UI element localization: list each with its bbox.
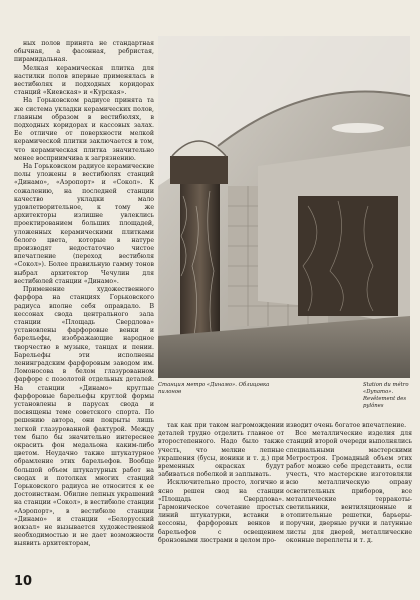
station-photo xyxy=(158,36,410,378)
paragraph: Применение художественного фарфора на станциях Горьковского радиуса вполне себя оправдало. В кессонах свода центрального зала станции «Площадь Свердлова» установлены фарфоровые венки и барельефы, изображающие народное творчество в музыке, танцах и пении. Барельефы эти исполнены ленинградским фарфоровым заводом им. Ломоносова в белом глазурованном фарфоре с позолотой отдельных деталей. На станции «Динамо» круглые фарфоровые барельефы круглой формы установлены в парусах свода и посвящены теме советского спорта. По решению автора, они покрыты лишь легкой глазурованной фактурой. Между тем было бы значительно интереснее окрасить фон медальона каким-либо цветом. Неудачно также штукатурное обрамление этих барельефов. Вообще большой объем штукатурных работ на сводах и потолках многих станций Горьковского радиуса не относится к ее достоинствам. Обилие лепных украшений на станции «Сокол», в вестибюле станции «Аэропорт», в вестибюле станции «Динамо» и станции «Белорусский вокзал» не вызывается художественной необходимостью и не дает возможности выявить архитекторам, xyxy=(14,286,154,548)
paragraph: так как при таком нагромождении деталей трудно отделить главное от второстепенного. Надо было также учесть, что мелкие лепные украшения (бусы, ионики и т. д.) при временных окрасках будут забиваться побелкой и заплывать. xyxy=(158,422,284,479)
paragraph: Исключительно просто, логично и ясно решен свод на станции «Площадь Свердлова». Гармоническое сочетание простых линий штукатурки, вставки в кессоны, фарфоровых венков и барельефов с освещением бронзовыми люстрами в целом про- xyxy=(158,479,284,544)
photo-illustration xyxy=(158,36,410,378)
paragraph: ных полов принята не стандартная обычная, а фасонная, ребристая, пирамидальная. xyxy=(14,40,154,64)
middle-text-column xyxy=(158,422,284,584)
caption-russian: Станция метро «Динамо». Облицовка пилонов xyxy=(158,382,270,395)
paragraph: На Горьковском радиусе принята та же система укладки керамических полов, главным образом в вестибюлях, в подходных коридорах и кассовых залах. Ее отличие от поверхности мелкой керамической плитки заключается в том, что керамическая плитка значительно менее восприимчива к загрязнению. xyxy=(14,97,154,162)
paragraph: На Горьковском радиусе керамические полы уложены в вестибюлях станций «Динамо», «Аэропорт» и «Сокол». К сожалению, на последней станции качество укладки мало удовлетворительное, к тому же архитекторы излишне увлеклись проектированием больших площадей, уложенных керамическими плитками белого цвета, которые в натуре производят недостаточно чистое впечатление (переход вестибюля «Сокол»). Более правильную гамму тонов выбрал архитектор Чечулин для вестибюлей станции «Динамо». xyxy=(14,163,154,285)
paragraph: изводит очень богатое впечатление. xyxy=(286,422,407,429)
caption-french: Station du métro «Dynamo». Revêtement des pylônes xyxy=(363,382,409,409)
right-text-column xyxy=(286,422,412,584)
paragraph: Мелкая керамическая плитка для настилки полов впервые применялась в вестибюлях и подходных коридорах станций «Киевская» и «Курская». xyxy=(14,64,154,97)
photo-captions xyxy=(158,380,410,410)
left-text-column xyxy=(14,40,154,552)
paragraph: Все металлические изделия для станций второй очереди выполнялись специальными мастерскими Метростроя. Громадный объем этих работ можно себе представить, если учесть, что мастерские изготовляли всю металлическую оправу осветительных приборов, все металлические терракоты-светильники, вентиляционные и отопительные решетки, барьеры-поручни, дверные ручки и латунные листы для дверей, металлические оконные переплеты и т. д. xyxy=(286,430,412,544)
page-number: 10 xyxy=(14,574,33,589)
